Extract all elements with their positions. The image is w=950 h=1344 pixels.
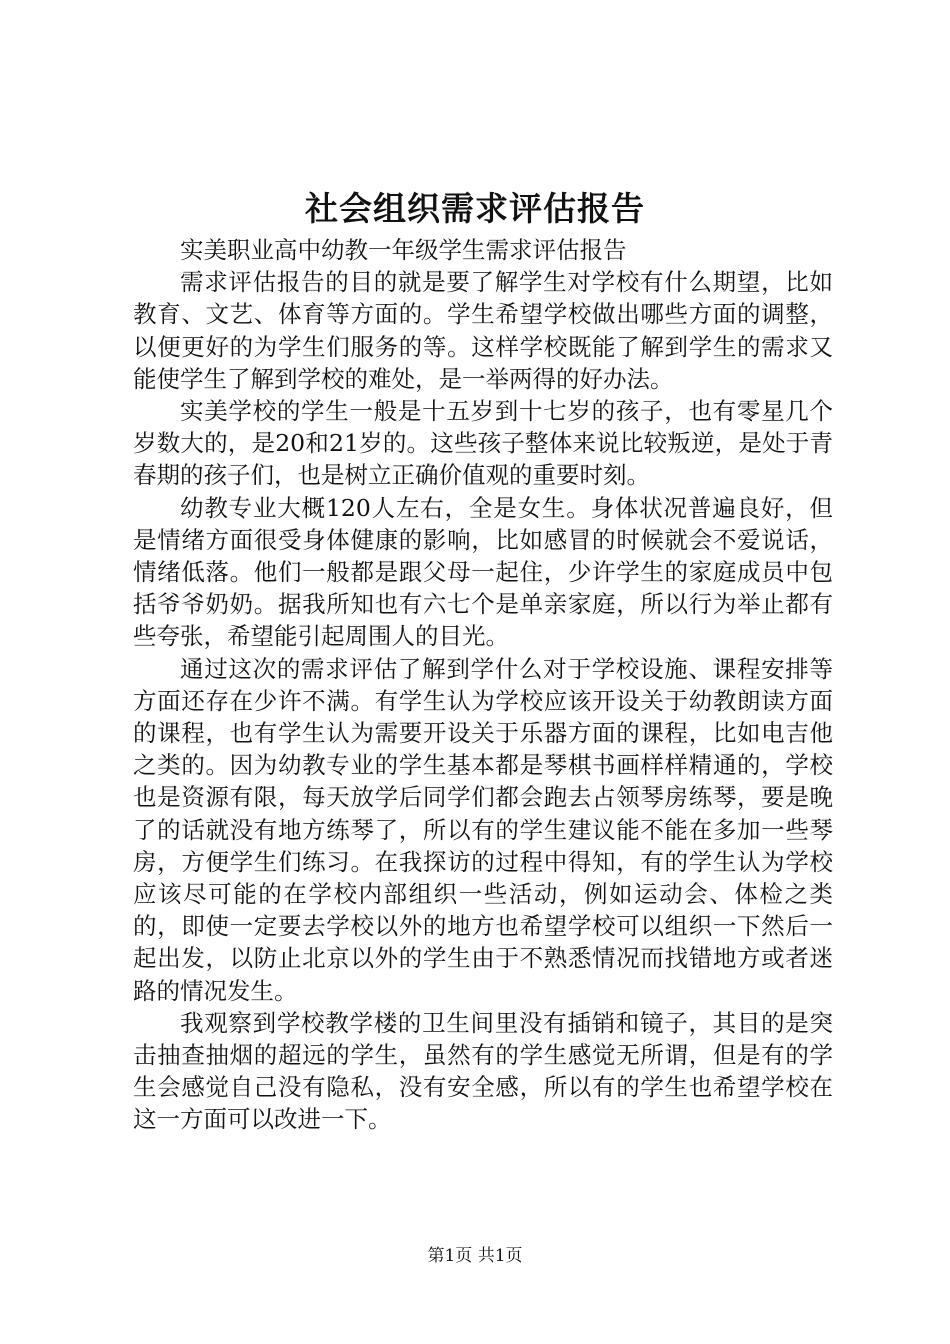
paragraph-subtitle: 实美职业高中幼教一年级学生需求评估报告 bbox=[180, 236, 627, 264]
paragraph: 幼教专业大概120人左右，全是女生。身体状况普遍良好，但是情绪方面很受身体健康的影响，比如感冒的时候就会不爱说话，情绪低落。他们一般都是跟父母一起住，少许学生的家庭成员中包括爷爷奶奶。据我所知也有六七个是单亲家庭，所以行为举止都有些夸张，希望能引起周围人的目光。 bbox=[133, 493, 833, 651]
paragraph: 我观察到学校教学楼的卫生间里没有插销和镜子，其目的是突击抽查抽烟的超远的学生，虽然有的学生感觉无所谓，但是有的学生会感觉自己没有隐私，没有安全感，所以有的学生也希望学校在这一方面可以改进一下。 bbox=[133, 1008, 833, 1134]
document-body bbox=[133, 234, 833, 1136]
page-footer: 第1页 共1页 bbox=[427, 1246, 523, 1266]
paragraph: 需求评估报告的目的就是要了解学生对学校有什么期望，比如教育、文艺、体育等方面的。学生希望学校做出哪些方面的调整，以便更好的为学生们服务的等。这样学校既能了解到学生的需求又能使学生了解到学校的难处，是一举两得的好办法。 bbox=[133, 268, 833, 393]
paragraph: 实美学校的学生一般是十五岁到十七岁的孩子，也有零星几个岁数大的，是20和21岁的。这些孩子整体来说比较叛逆，是处于青春期的孩子们，也是树立正确价值观的重要时刻。 bbox=[133, 397, 833, 490]
paragraph: 通过这次的需求评估了解到学什么对于学校设施、课程安排等方面还存在少许不满。有学生认为学校应该开设关于幼教朗读方面的课程，也有学生认为需要开设关于乐器方面的课程，比如电吉他之类的。因为幼教专业的学生基本都是琴棋书画样样精通的，学校也是资源有限，每天放学后同学们都会跑去占领琴房练琴，要是晚了的话就没有地方练琴了，所以有的学生建议能不能在多加一些琴房，方便学生们练习。在我探访的过程中得知，有的学生认为学校应该尽可能的在学校内部组织一些活动，例如运动会、体检之类的，即使一定要去学校以外的地方也希望学校可以组织一下然后一起出发，以防止北京以外的学生由于不熟悉情况而找错地方或者迷路的情况发生。 bbox=[133, 654, 833, 1005]
document-title: 社会组织需求评估报告 bbox=[305, 189, 645, 228]
